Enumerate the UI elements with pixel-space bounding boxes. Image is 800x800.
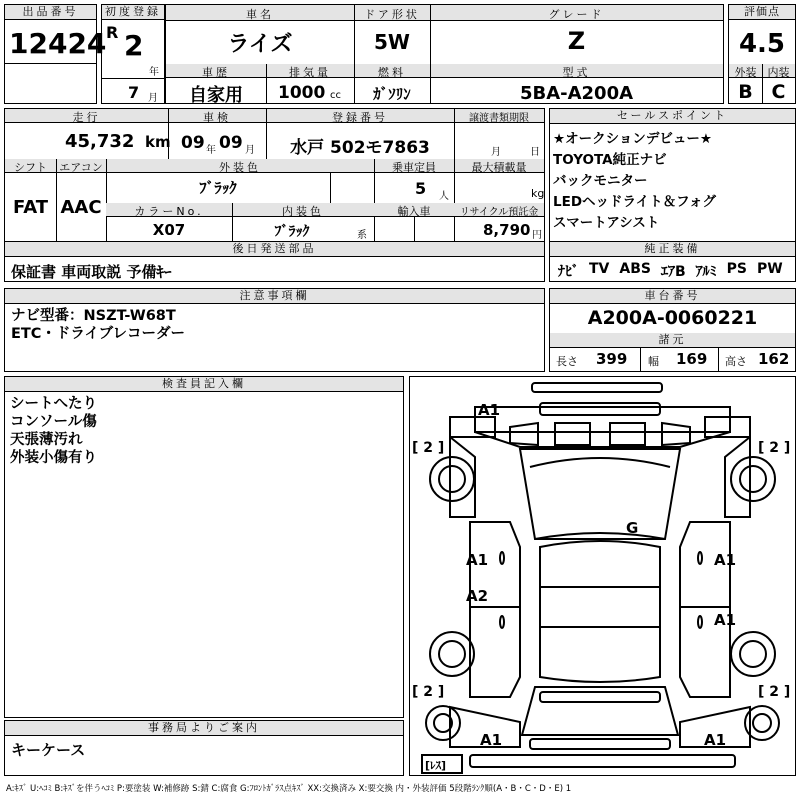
legend: A:ｷｽﾞ U:ﾍｺﾐ B:ｷｽﾞを伴うﾍｺﾐ P:要塗装 W:補修跡 S:錆 C:腐食 G:ﾌﾛﾝﾄｶﾞﾗｽ点ｷｽﾞ XX:交換済み X:要交換 内・外装評価 5段階ﾗﾝｸ順(A・B・C・D・E) 1 [6,784,572,794]
inspector-line-4: 外装小傷有り [10,450,97,466]
mark-glass: G [626,519,639,537]
lot-label: 出品番号 [5,5,96,20]
sales-points-label: セールスポイント [550,109,795,124]
equip-navi: ﾅﾋﾞ [558,264,579,280]
inspection-month: 09 [219,133,243,153]
history: 自家用 [189,85,243,106]
shift-label: シフト [14,161,47,174]
sales-points-box [549,108,796,242]
tire-front-left: [ 2 ] [412,440,445,456]
dims-label: 諸元 [550,333,795,348]
year-unit: 年 [149,67,159,78]
transfer-label: 譲渡書類期限 [469,113,529,124]
grade-label: グレード [548,8,605,21]
score-box [728,4,796,104]
air-conditioner: AAC [60,197,102,218]
chassis-box [549,288,796,372]
later-parts: 保証書 車両取説 予備ｷｰ [11,263,172,281]
sales-point-3: バックモニター [553,173,648,189]
inspection-month-unit: 月 [245,145,255,156]
inspection-label: 車検 [203,111,231,124]
inspector-box [4,376,404,718]
capacity-unit: 人 [439,191,449,202]
exterior-label: 外装 [734,66,757,79]
grade: Z [567,27,586,55]
width-label: 幅 [648,355,659,368]
tire-rear-right: [ 2 ] [758,684,791,700]
damage-diagram [409,376,796,776]
equipment-label: 純正装備 [550,242,795,257]
color-no-label: カラーNo. [134,205,204,218]
mark-front: A1 [478,401,501,419]
cc-unit: cc [330,90,341,101]
max-load-unit: kg [531,187,545,200]
interior-grade: C [771,81,786,103]
reg-number-label: 登録番号 [332,111,388,124]
caution-label: 注意事項欄 [5,289,544,304]
spare-tire: [ﾚｽ] [425,759,447,772]
car-name-label: 車名 [246,8,274,21]
caution-line-1: ナビ型番：NSZT-W68T [11,308,176,324]
capacity: 5 [415,179,427,198]
office-box [4,720,404,776]
main-header-box [165,4,724,104]
car-outline [410,377,795,775]
exterior-color: ﾌﾞﾗｯｸ [199,179,237,197]
chassis-label: 車台番号 [550,289,795,304]
max-load-label: 最大積載量 [471,161,527,174]
equip-abs: ABS [619,261,651,277]
interior-color-label: 内装色 [282,205,324,218]
equip-alloy: ｱﾙﾐ [695,264,717,280]
month-unit: 月 [148,93,158,104]
km-unit: km [145,133,171,151]
score-label: 評価点 [729,5,795,20]
door-type: 5W [374,30,410,54]
mark-right-front: A1 [714,551,737,569]
interior-color: ﾌﾞﾗｯｸ [274,224,310,240]
transfer-month-unit: 月 [491,147,501,158]
import-label: 輸入車 [397,205,431,218]
tire-rear-left: [ 2 ] [412,684,445,700]
mark-rear-left: A1 [480,731,503,749]
equip-airbag: ｴｱB [660,264,686,280]
transfer-day-unit: 日 [530,147,540,158]
fuel-label: 燃料 [378,66,406,79]
mileage-label: 走行 [72,111,101,124]
interior-label: 内装 [767,66,790,79]
inspector-line-2: コンソール傷 [10,414,97,430]
displacement: 1000 [278,83,326,103]
yen-unit: 円 [532,230,542,241]
ac-label: エアコン [59,161,103,174]
reg-year: 2 [124,29,144,62]
lot-box [4,4,107,104]
equip-pw: PW [757,261,783,277]
width: 169 [676,350,708,368]
height: 162 [758,350,790,368]
office-note: キーケース [11,741,86,759]
displacement-label: 排気量 [289,66,331,79]
caution-box [4,288,545,372]
first-reg-label: 初度登録 [102,5,164,20]
mark-rear-right: A1 [704,731,727,749]
mark-right-rear: A1 [714,611,737,629]
height-label: 高さ [725,355,747,368]
inspection-year: 09 [181,133,205,153]
length-label: 長さ [556,355,578,368]
door-label: ドア形状 [364,8,420,21]
inspector-label: 検査員記入欄 [5,377,403,392]
capacity-label: 乗車定員 [392,161,436,174]
first-registration-box [101,4,165,104]
inspector-line-1: シートへたり [10,396,97,412]
office-label: 事務局よりご案内 [5,721,403,736]
mark-left-front: A1 [466,551,489,569]
car-name: ライズ [227,32,293,57]
later-parts-label: 後日発送部品 [5,242,544,257]
exterior-color-label: 外装色 [219,161,261,174]
sales-point-5: スマートアシスト [553,215,660,231]
sales-point-4: LEDヘッドライト＆フォグ [553,194,716,210]
recycle-fee: 8,790 [483,221,531,239]
sales-point-1: ★オークションデビュー★ [553,131,712,147]
details-box [4,108,545,242]
chassis-number: A200A-0060221 [587,307,758,329]
equipment-box [549,241,796,282]
interior-color-unit: 系 [357,230,367,241]
model-label: 型式 [562,66,591,79]
equip-ps: PS [726,261,747,277]
shift: FAT [12,197,49,218]
sales-point-2: TOYOTA純正ナビ [553,152,667,168]
recycle-label: リサイクル預託金 [459,207,539,218]
later-parts-box [4,241,545,282]
model-code: 5BA-A200A [519,83,634,104]
mark-left-rear: A2 [466,587,489,605]
tire-front-right: [ 2 ] [758,440,791,456]
inspection-year-unit: 年 [206,145,216,156]
caution-line-2: ETC・ドライブレコーダー [11,326,185,342]
era: R [106,23,119,42]
mileage: 45,732 [65,131,135,152]
exterior-grade: B [738,81,753,103]
length: 399 [596,350,628,368]
color-number: X07 [152,221,186,239]
equip-tv: TV [589,261,610,277]
score: 4.5 [738,29,786,59]
reg-month: 7 [128,83,140,102]
history-label: 車歴 [202,66,230,79]
inspector-line-3: 天張薄汚れ [10,432,83,448]
fuel: ｶﾞｿﾘﾝ [373,85,411,103]
lot-number: 12424 [9,27,107,60]
reg-number: 水戸 502モ7863 [290,138,430,158]
